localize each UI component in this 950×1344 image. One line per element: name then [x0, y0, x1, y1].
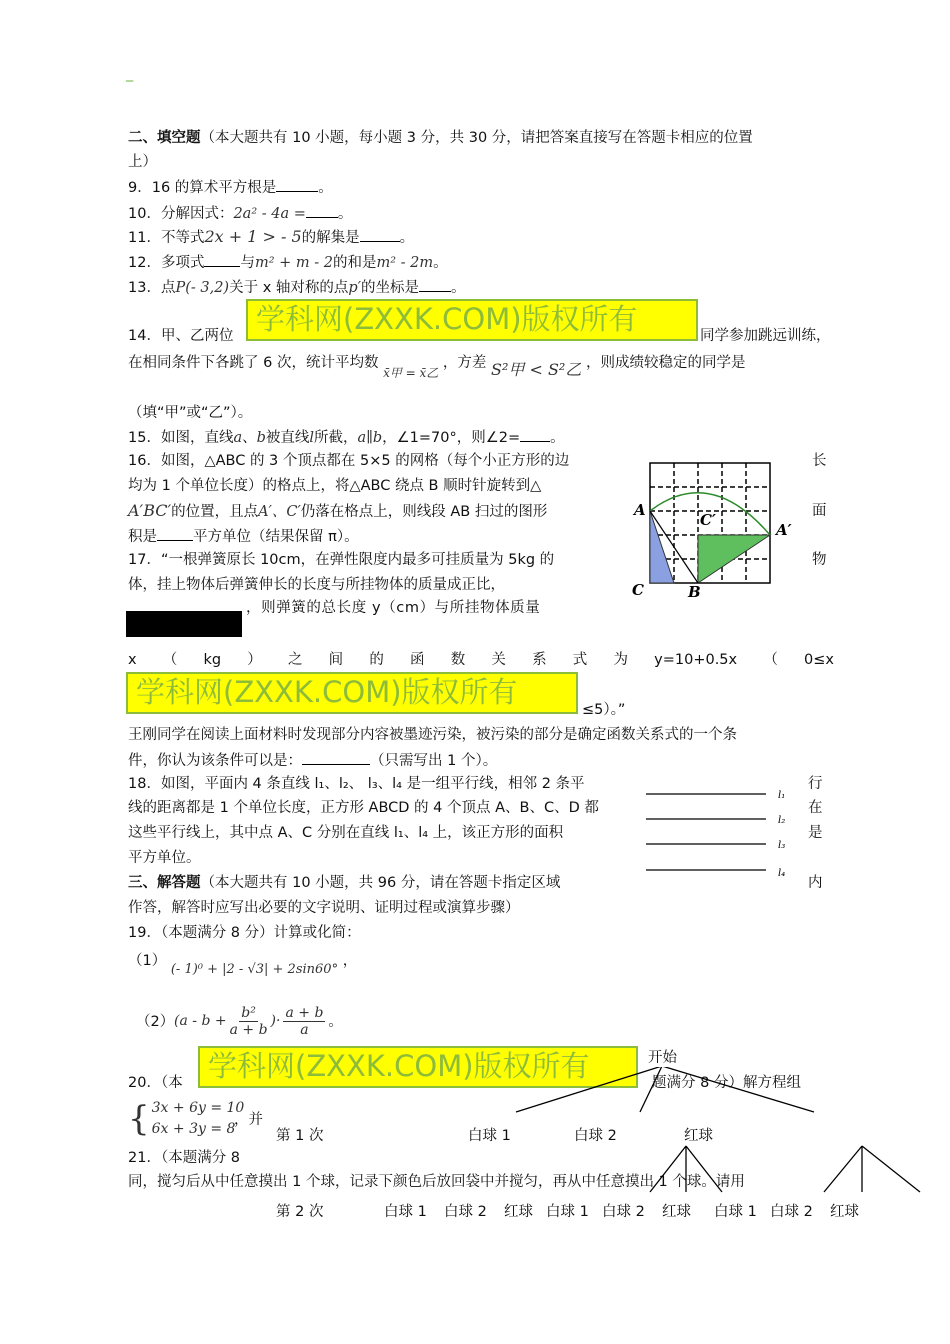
q9-end: 。: [318, 180, 333, 196]
q14-mean-expression: x̄甲 = x̄乙: [383, 366, 439, 380]
label-l4: l₄: [778, 868, 786, 879]
q19-e2-b: )·: [270, 1013, 281, 1029]
q19-expression1: (- 1)⁰ + |2 - √3| + 2sin60°: [170, 962, 339, 977]
tree-start: 开始: [648, 1046, 677, 1067]
q15-text4: ，∠1=70°，则∠2=: [382, 430, 521, 446]
q12-expression1: m² + m - 2: [254, 255, 333, 271]
q14-text: 在相同条件下各跳了 6 次，统计平均数: [128, 355, 379, 371]
q14-line1a: 14．甲、乙两位: [128, 328, 234, 344]
tree-second-3: 红球: [504, 1204, 533, 1220]
q17-line4-token: 数: [450, 652, 466, 668]
q17-line4-token: 式: [572, 652, 588, 668]
q15-var-b: b: [256, 430, 266, 446]
q18-side4: 内: [808, 875, 823, 891]
q15-var-a: a: [233, 430, 243, 446]
q18-line1: 18．如图，平面内 4 条直线 l₁、l₂、 l₃、l₄ 是一组平行线，相邻 2 条平: [128, 776, 585, 792]
q15-sep: 、: [242, 430, 257, 446]
q19-comma: ，: [342, 953, 358, 969]
q11-expression: 2x + 1 > - 5: [204, 227, 302, 246]
q16-text3: 积是: [128, 529, 157, 545]
q14-variance-expression: S²甲 < S²乙: [491, 360, 582, 379]
q18-line3: 这些平行线上，其中点 A、C 分别在直线 l₁、l₄ 上，该正方形的面积: [128, 825, 564, 841]
q18-line2: 线的距离都是 1 个单位长度，正方形 ABCD 的 4 个顶点 A、B、C、D 都: [128, 800, 599, 816]
tree-second-4: 白球 1: [546, 1204, 589, 1220]
q17-side1: 物: [812, 552, 827, 568]
q12-text: 12．多项式: [128, 255, 205, 271]
q17-line4-token: 为: [613, 652, 628, 668]
q12-text3: 的和是: [332, 255, 377, 271]
q17-line4-token: （: [162, 652, 178, 668]
branch-3: [662, 1066, 814, 1112]
tree-second-6: 红球: [662, 1204, 691, 1220]
q21-line2: 同，搅匀后从中任意摸出 1 个球，记录下颜色后放回袋中并搅匀，再从中任意摸出 1 个球。请用: [128, 1174, 745, 1190]
q20-eq1: 3x + 6y = 10: [151, 1100, 245, 1116]
section3-desc2: 作答，解答时应写出必要的文字说明、证明过程或演算步骤）: [128, 900, 520, 916]
q18-side2: 在: [808, 800, 823, 816]
q20-line1a: 20．（本: [128, 1075, 183, 1091]
label-c: C: [632, 581, 644, 599]
q14-text3: ，则成绩较稳定的同学是: [585, 355, 746, 371]
tree-draw2-label: 第 2 次: [276, 1204, 324, 1220]
q17-line3: ，则弹簧的总长度 y（cm）与所挂物体质量: [246, 600, 541, 616]
tree-second-9: 红球: [830, 1204, 859, 1220]
label-a-prime: A′: [776, 521, 792, 539]
tree-first-1: 白球 1: [468, 1128, 511, 1144]
q13-text: 13．点: [128, 280, 176, 296]
q17-line4-token: y=10+0.5x: [654, 652, 738, 668]
q17-line4-token: 0≤x: [804, 652, 834, 668]
q17-line4-token: 函: [410, 652, 425, 668]
q12-expression2: m² - 2m: [376, 255, 434, 271]
q19-p2-label: （2）: [136, 1014, 175, 1030]
q17-line4-token: ）: [247, 652, 262, 668]
q18-side3: 是: [808, 825, 823, 841]
q18-side1: 行: [808, 776, 823, 792]
label-l3: l₃: [778, 840, 786, 851]
q15-text3: 所截，: [314, 430, 358, 446]
q17-line4-token: 之: [287, 652, 303, 668]
q17-line1: 17．“一根弹簧原长 10cm，在弹性限度内最多可挂质量为 5kg 的: [128, 552, 555, 568]
q10-end: 。: [337, 206, 353, 222]
label-b: B: [688, 583, 701, 601]
section2-desc2: 上）: [128, 154, 157, 170]
q20-line1b: 题满分 8 分）解方程组: [652, 1075, 801, 1091]
q20-text: ，并: [234, 1112, 263, 1128]
q16-text: 的位置，且点: [171, 504, 259, 520]
watermark-banner-3: 学科网(ZXXK.COM)版权所有: [198, 1046, 638, 1088]
branch-red-right: [686, 1146, 722, 1192]
q12-text2: 与: [240, 255, 255, 271]
section3-desc1: （本大题共有 10 小题，共 96 分，请在答题卡指定区域: [200, 875, 561, 891]
q15-parallel: a∥b: [357, 430, 383, 446]
tree-first-3: 红球: [684, 1128, 713, 1144]
q19-p1-label: （1）: [128, 953, 167, 969]
watermark-banner-2: 学科网(ZXXK.COM)版权所有: [126, 672, 578, 714]
q10-text: 10．分解因式：: [128, 206, 234, 222]
q10-expression: 2a² - 4a =: [233, 206, 306, 222]
q17-line4-token: （: [763, 652, 778, 668]
q16-line1: 16．如图，△ABC 的 3 个顶点都在 5×5 的网格（每个小正方形的边: [128, 453, 570, 469]
q14-line1b: 同学参加跳远训练，: [700, 328, 831, 344]
q20-eq2: 6x + 3y = 8: [151, 1121, 236, 1137]
section2-desc1: （本大题共有 10 小题，每小题 3 分，共 30 分，请把答案直接写在答题卡相应的位置: [200, 130, 753, 146]
q13-text2: 关于 x 轴对称的点: [229, 280, 349, 296]
section3-title: 三、解答题: [128, 875, 201, 891]
q17-line4-token: 的: [369, 652, 384, 668]
q17-line2: 体，挂上物体后弹簧伸长的长度与所挂物体的质量成正比，: [128, 577, 505, 593]
label-a: A: [634, 501, 646, 519]
branch-1: [516, 1066, 662, 1112]
branch-far-right: [862, 1146, 920, 1192]
q9-text: 9．16 的算术平方根是: [128, 180, 277, 196]
q13-end: 。: [450, 280, 466, 296]
q13-point: P(- 3,2): [175, 280, 230, 296]
branch-far-left: [824, 1146, 862, 1192]
q19-frac2-num: a + b: [285, 1004, 324, 1021]
q15-text2: 被直线: [265, 430, 310, 446]
tree-second-7: 白球 1: [714, 1204, 757, 1220]
q12-end: 。: [433, 255, 448, 271]
tree-second-2: 白球 2: [444, 1204, 487, 1220]
branch-red-left: [650, 1146, 686, 1192]
q19-frac1-num: b²: [241, 1004, 256, 1021]
tree-second-8: 白球 2: [770, 1204, 813, 1220]
q13-point2: p′: [348, 280, 361, 296]
q11-text: 11．不等式: [128, 230, 205, 246]
q16-side2: 面: [812, 503, 827, 519]
q19-frac1-den: a + b: [229, 1021, 268, 1038]
q17-line5: ≤5）。”: [582, 702, 626, 718]
q17-line4-token: x: [128, 652, 137, 668]
header-mark: _: [126, 66, 134, 82]
label-l1: l₁: [778, 790, 786, 801]
q17-line4-token: kg: [203, 652, 222, 668]
tree-first-2: 白球 2: [574, 1128, 617, 1144]
tree-second-1: 白球 1: [384, 1204, 427, 1220]
q17-text: 件，你认为该条件可以是：: [128, 753, 302, 769]
q17-line4-token: 间: [328, 652, 344, 668]
q14-hint: （填“甲”或“乙”）。: [128, 405, 253, 421]
q11-end: 。: [399, 230, 415, 246]
q14-text2: ，方差: [442, 355, 487, 371]
section2-title: 二、填空题: [128, 130, 201, 146]
q15-end: 。: [550, 430, 565, 446]
q15-text: 15．如图，直线: [128, 430, 234, 446]
q13-text3: 的坐标是: [360, 280, 419, 296]
q17-text2: （只需写出 1 个）。: [370, 753, 498, 769]
q19-end: 。: [328, 1014, 343, 1030]
q11-text2: 的解集是: [301, 230, 360, 246]
q20-brace: {: [128, 1099, 150, 1139]
q17-line4-token: 系: [532, 652, 547, 668]
watermark-banner: 学科网(ZXXK.COM)版权所有: [246, 299, 698, 341]
q17-line6: 王刚同学在阅读上面材料时发现部分内容被墨迹污染，被污染的部分是确定函数关系式的一个条: [128, 727, 737, 743]
tree-draw1-label: 第 1 次: [276, 1128, 324, 1144]
q16-line2: 均为 1 个单位长度）的格点上，将△ABC 绕点 B 顺时针旋转到△: [128, 478, 542, 494]
q19-frac2-den: a: [300, 1021, 309, 1038]
label-l2: l₂: [778, 815, 786, 826]
q15-var-l: l: [309, 430, 315, 446]
branch-2: [640, 1066, 662, 1112]
q19-title: 19．（本题满分 8 分）计算或化简：: [128, 925, 361, 941]
q16-triangle: A′BC′: [128, 501, 172, 520]
q16-text2: 仍落在格点上，则线段 AB 扫过的图形: [300, 504, 548, 520]
q16-text4: 平方单位（结果保留 π）。: [193, 529, 359, 545]
tree-second-5: 白球 2: [602, 1204, 645, 1220]
q16-points: A′、C′: [258, 504, 301, 520]
label-c-prime: C′: [700, 511, 716, 529]
q16-side1: 长: [812, 453, 827, 469]
q19-e2-a: (a - b +: [174, 1013, 227, 1029]
q21-line1: 21．（本题满分 8: [128, 1150, 241, 1166]
q18-line4: 平方单位。: [128, 850, 201, 866]
q17-line4-token: 关: [491, 652, 506, 668]
